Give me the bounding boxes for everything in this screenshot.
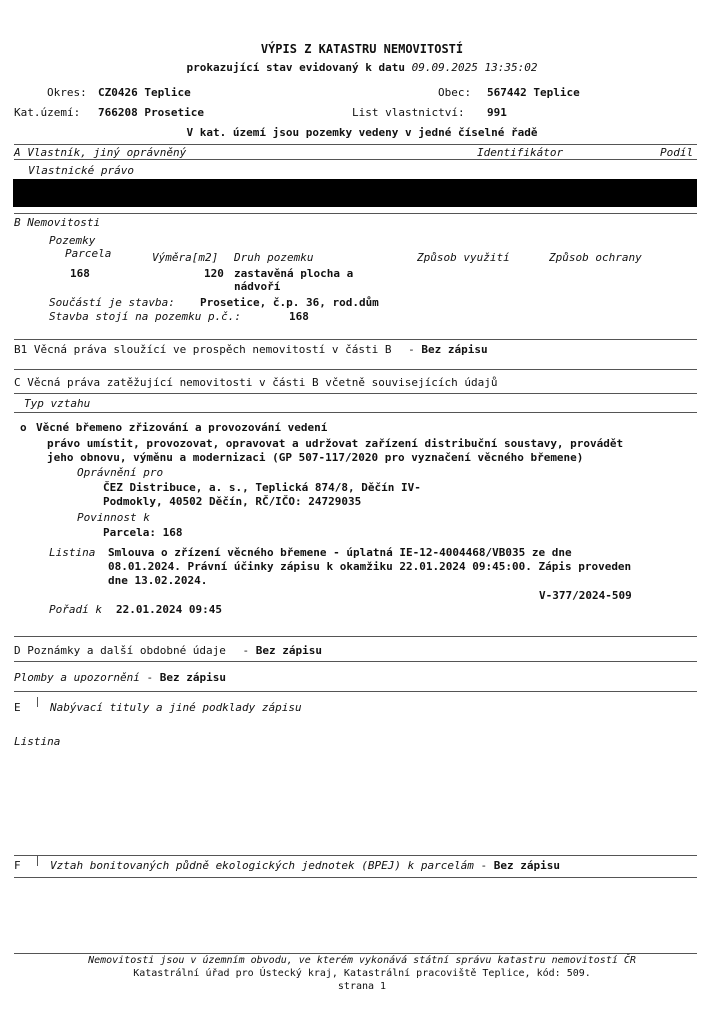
podil-label: Podíl <box>660 146 694 159</box>
row-parcela: 168 <box>70 267 90 280</box>
katuzemi-note: V kat. území jsou pozemky vedeny v jedné číselné řadě <box>186 126 538 139</box>
vecne-bremeno-title: Věcné břemeno zřizování a provozování vedení <box>36 421 328 434</box>
typ-vztahu-label: Typ vztahu <box>24 397 91 410</box>
section-d-value: Bez zápisu <box>255 644 323 657</box>
section-f-value: Bez zápisu <box>493 859 560 872</box>
subtitle-date: 09.09.2025 13:35:02 <box>411 61 538 74</box>
section-f-letter: F <box>14 859 21 872</box>
col-druh-pozemku: Druh pozemku <box>234 251 314 264</box>
listina-label: Listina <box>49 546 96 559</box>
section-d <box>14 644 322 657</box>
document-title: VÝPIS Z KATASTRU NEMOVITOSTÍ <box>260 42 464 56</box>
col-vymera: Výměra[m2] <box>152 251 219 264</box>
divider <box>14 691 697 692</box>
stavba-label: Stavba stojí na pozemku p.č.: <box>49 310 242 323</box>
section-b1-value: Bez zápisu <box>421 343 488 356</box>
section-f-dash: - <box>480 859 488 872</box>
document-subtitle <box>0 61 724 74</box>
opravneni-line1: ČEZ Distribuce, a. s., Teplická 874/8, Děčín IV- <box>103 481 421 494</box>
opravneni-line2: Podmokly, 40502 Děčín, RČ/IČO: 24729035 <box>103 495 362 508</box>
identifikator-label: Identifikátor <box>477 146 564 159</box>
katuzemi-value: 766208 Prosetice <box>98 106 204 119</box>
poradi-label: Pořadí k <box>49 603 102 616</box>
tick <box>37 697 38 707</box>
section-e-listina: Listina <box>14 735 61 748</box>
listina-line3: dne 13.02.2024. <box>108 574 208 587</box>
section-e-letter: E <box>14 701 21 714</box>
subtitle-prefix: prokazující stav evidovaný k datu <box>186 61 406 74</box>
listina-line2: 08.01.2024. Právní účinky zápisu k okamžiku 22.01.2024 09:45:00. Zápis proveden <box>108 560 632 573</box>
section-b1-dash: - <box>408 343 415 356</box>
section-b-title: B Nemovitosti <box>14 216 101 229</box>
col-zpusob-ochrany: Způsob ochrany <box>549 251 642 264</box>
vecne-bremeno-desc-line2: jeho obnovu, výměnu a modernizaci (GP 507-117/2020 pro vyznačení věcného břemene) <box>47 451 584 464</box>
row-vymera: 120 <box>204 267 224 280</box>
okres-label: Okres: <box>47 86 87 99</box>
povinnost-value: Parcela: 168 <box>103 526 183 539</box>
vecne-bremeno-desc-line1: právo umístit, provozovat, opravovat a udržovat zařízení distribuční soustavy, provádět <box>47 437 624 450</box>
row-druh-line2: nádvoří <box>234 280 281 293</box>
section-b1-title: B1 Věcná práva sloužící ve prospěch nemovitostí v části B <box>14 343 392 356</box>
section-f <box>50 859 560 872</box>
section-a-title: A Vlastník, jiný oprávněný <box>14 146 187 159</box>
listina-line1: Smlouva o zřízení věcného břemene - úplatná IE-12-4004468/VB035 ze dne <box>108 546 572 559</box>
plomby-value: Bez zápisu <box>159 671 226 684</box>
col-zpusob-vyuziti: Způsob využití <box>417 251 510 264</box>
page-number: strana 1 <box>337 981 387 992</box>
divider <box>14 213 697 214</box>
divider <box>14 636 697 637</box>
footer-divider <box>14 953 697 954</box>
divider <box>14 877 697 878</box>
listina-reference: V-377/2024-509 <box>539 589 632 602</box>
divider <box>14 412 697 413</box>
soucasti-value: Prosetice, č.p. 36, rod.dům <box>200 296 379 309</box>
povinnost-label: Povinnost k <box>77 511 150 524</box>
divider <box>14 339 697 340</box>
section-f-title: Vztah bonitovaných půdně ekologických jednotek (BPEJ) k parcelám <box>50 859 474 872</box>
okres-value: CZ0426 Teplice <box>98 86 191 99</box>
obec-value: 567442 Teplice <box>487 86 580 99</box>
footer-line1: Nemovitosti jsou v územním obvodu, ve kterém vykonává státní správu katastru nemovitostí ČR <box>88 955 636 966</box>
obec-label: Obec: <box>438 86 472 99</box>
plomby-title: Plomby a upozornění <box>14 671 140 684</box>
katuzemi-label: Kat.území: <box>14 106 81 119</box>
section-d-title: D Poznámky a další obdobné údaje <box>14 644 226 657</box>
section-e-title: Nabývací tituly a jiné podklady zápisu <box>50 701 302 714</box>
plomby-dash: - <box>146 671 154 684</box>
divider <box>14 369 697 370</box>
col-parcela: Parcela <box>65 247 112 260</box>
section-d-dash: - <box>242 644 250 657</box>
stavba-value: 168 <box>289 310 309 323</box>
divider <box>14 144 697 145</box>
pozemky-label: Pozemky <box>49 234 96 247</box>
redacted-owner-block <box>13 179 697 207</box>
section-b1 <box>14 343 488 356</box>
plomby <box>14 671 226 684</box>
list-vlastnictvi-value: 991 <box>487 106 507 119</box>
divider <box>14 855 697 856</box>
row-druh-line1: zastavěná plocha a <box>234 267 354 280</box>
tick <box>37 856 38 866</box>
section-c-title: C Věcná práva zatěžující nemovitosti v části B včetně souvisejících údajů <box>14 376 498 389</box>
poradi-value: 22.01.2024 09:45 <box>116 603 222 616</box>
vlastnicke-pravo-label: Vlastnické právo <box>28 164 134 177</box>
opravneni-label: Oprávnění pro <box>77 466 164 479</box>
divider <box>14 661 697 662</box>
divider <box>14 159 697 160</box>
footer-line2: Katastrální úřad pro Ústecký kraj, Katastrální pracoviště Teplice, kód: 509. <box>133 968 591 979</box>
divider <box>14 393 697 394</box>
bullet: o <box>20 421 27 434</box>
soucasti-label: Součástí je stavba: <box>49 296 175 309</box>
list-vlastnictvi-label: List vlastnictví: <box>352 106 465 119</box>
